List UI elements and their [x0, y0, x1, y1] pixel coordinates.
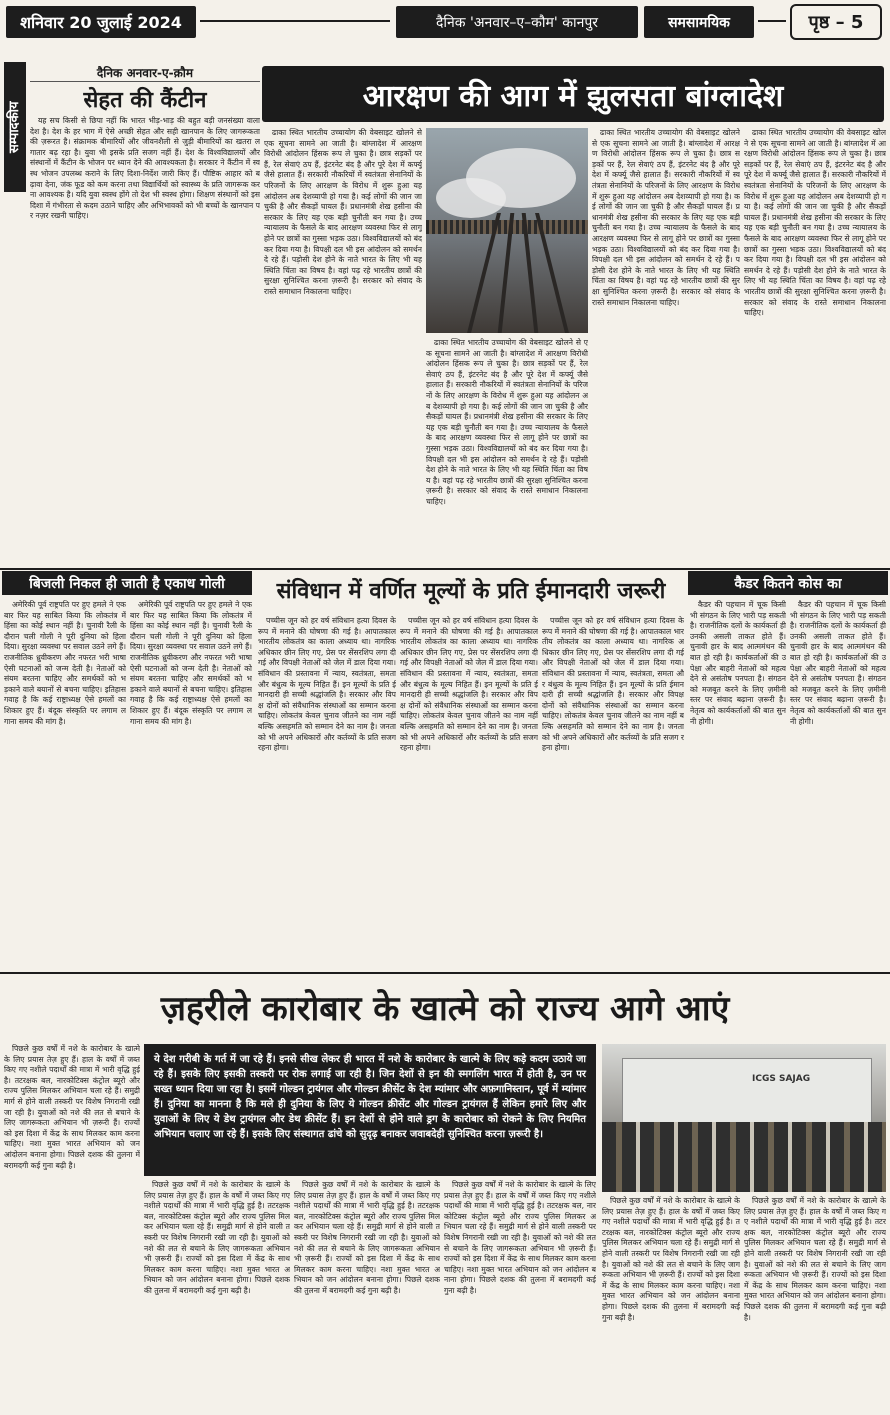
bangladesh-headline: आरक्षण की आग में झुलसता बांग्लादेश — [262, 66, 884, 122]
masthead-rule — [200, 20, 390, 22]
drug-body-col2 — [144, 1180, 290, 1410]
drug-paragraph: पिछले कुछ वर्षों में नशे के कारोबार के खात्मे के लिए प्रयास तेज़ हुए हैं। हाल के वर्षों में जब्त किए गए नशीले पदार्थों की मात्रा में भारी वृद्धि हुई है। तटरक्षक बल, नारकोटिक्स कंट्रोल ब्यूरो और राज्य पुलिस मिलकर अभियान चला रहे हैं। समुद्री मार्ग से होने वाली तस्करी पर विशेष निगरानी रखी जा रही है। युवाओं को नशे की लत से बचाने के लिए जागरूकता अभियान भी ज़रूरी हैं। राज्यों को इस दिशा में केंद्र के साथ मिलकर काम करना चाहिए। नशा मुक्त भारत अभियान को जन आंदोलन बनाना होगा। पिछले दशक की तुलना में बरामदगी कई गुना बढ़ी है। — [602, 1196, 740, 1322]
samvidhan-paragraph: पच्चीस जून को हर वर्ष संविधान हत्या दिवस के रूप में मनाने की घोषणा की गई है। आपातकाल भारतीय लोकतंत्र का काला अध्याय था। नागरिक अधिकार छीन लिए गए, प्रेस पर सेंसरशिप लगा दी गई और विपक्षी नेताओं को जेल में डाल दिया गया। संविधान की प्रस्तावना में न्याय, स्वतंत्रता, समता और बंधुत्व के मूल्य निहित हैं। इन मूल्यों के प्रति ईमानदारी ही सच्ची श्रद्धांजलि है। सरकार और विपक्ष दोनों को संवैधानिक संस्थाओं का सम्मान करना चाहिए। लोकतंत्र केवल चुनाव जीतने का नाम नहीं बल्कि असहमति को सम्मान देने का नाम है। जनता को भी अपने अधिकारों और कर्तव्यों के प्रति सजग रहना होगा। — [400, 616, 538, 753]
bangladesh-paragraph: ढाका स्थित भारतीय उच्चायोग की वेबसाइट खोलने से एक सूचना सामने आ जाती है। बांग्लादेश में आरक्षण विरोधी आंदोलन हिंसक रूप ले चुका है। छात्र सड़कों पर हैं, रेल सेवाएं ठप हैं, इंटरनेट बंद है और पूरे देश में कर्फ्यू जैसे हालात हैं। सरकारी नौकरियों में स्वतंत्रता सेनानियों के परिजनों के लिए आरक्षण के विरोध में शुरू हुआ यह आंदोलन अब देशव्यापी हो गया है। कई लोगों की जान जा चुकी है और सैकड़ों घायल हैं। प्रधानमंत्री शेख हसीना की सरकार के लिए यह एक बड़ी चुनौती बन गया है। उच्च न्यायालय के फैसले के बाद आरक्षण व्यवस्था फिर से लागू होने पर छात्रों का गुस्सा भड़क उठा। विश्वविद्यालयों को बंद कर दिया गया है। विपक्षी दल भी इस आंदोलन को समर्थन दे रहे हैं। पड़ोसी देश होने के नाते भारत के लिए भी यह स्थिति चिंता का विषय है। वहां पढ़ रहे भारतीय छात्रों की सुरक्षा सुनिश्चित करना ज़रूरी है। सरकार को संवाद के रास्ते समाधान निकालना चाहिए। — [744, 128, 886, 318]
masthead-rule — [758, 20, 786, 22]
bijli-paragraph: अमेरिकी पूर्व राष्ट्रपति पर हुए हमले ने एक बार फिर यह साबित किया कि लोकतंत्र में हिंसा का कोई स्थान नहीं है। चुनावी रैली के दौरान चली गोली ने पूरी दुनिया को हिला दिया। सुरक्षा व्यवस्था पर सवाल उठने लगे हैं। राजनीतिक ध्रुवीकरण और नफरत भरी भाषा ऐसी घटनाओं को जन्म देती है। नेताओं को संयम बरतना चाहिए और समर्थकों को भड़काने वाले बयानों से बचना चाहिए। इतिहास गवाह है कि कई राष्ट्राध्यक्ष ऐसे हमलों का शिकार हुए हैं। बंदूक संस्कृति पर लगाम लगाना समय की मांग है। — [4, 600, 126, 726]
cadre-paragraph: कैडर की पहचान में चूक किसी भी संगठन के लिए भारी पड़ सकती है। राजनीतिक दलों के कार्यकर्ता ही उनकी असली ताकत होते हैं। चुनावी हार के बाद आत्ममंथन की बात हो रही है। कार्यकर्ताओं की उपेक्षा और बाहरी नेताओं को महत्व देने से असंतोष पनपता है। संगठन को मजबूत करने के लिए ज़मीनी स्तर पर संवाद बढ़ाना ज़रूरी है। नेतृत्व को कार्यकर्ताओं की बात सुननी होगी। — [690, 600, 786, 726]
bangladesh-protest-photo — [426, 128, 588, 333]
cadre-body-col1 — [690, 600, 786, 966]
editorial-kicker: दैनिक अनवार-ए-क़ौम — [30, 64, 260, 82]
bijli-body-col1 — [4, 600, 126, 966]
drug-body-col6 — [744, 1196, 886, 1410]
paper-name: दैनिक 'अनवार–ए–कौम' कानपुर — [396, 6, 638, 38]
samvidhan-headline: संविधान में वर्णित मूल्यों के प्रति ईमानदारी जरूरी — [276, 579, 666, 604]
editorial-paragraph: यह सच किसी से छिपा नहीं कि भारत भीड़-भाड़ की बहुत बड़ी जनसंख्या वाला देश है। देश के हर भाग में ऐसे अच्छी सेहत और सही खानपान के लिए जागरूकता की ज़रूरत है। संक्रामक बीमारियों और जीवनशैली से जुड़ी बीमारियों का खतरा लगातार बढ़ रहा है। युवा भी इसके प्रति सजग नहीं हैं। देश के विश्वविद्यालयों और संस्थानों में कैंटीन के भोजन पर ध्यान देने की आवश्यकता है। सरकार ने कैंटीन में स्वस्थ भोजन उपलब्ध कराने के लिए दिशा-निर्देश जारी किए हैं। पौष्टिक आहार को बढ़ावा देना, जंक फूड को कम करना तथा विद्यार्थियों को स्वास्थ्य के प्रति जागरूक करना आवश्यक है। यदि युवा स्वस्थ होंगे तो देश भी स्वस्थ होगा। शिक्षण संस्थानों को इस दिशा में गंभीरता से कदम उठाने चाहिए और अभिभावकों को भी बच्चों के खानपान पर नज़र रखनी चाहिए। — [30, 116, 260, 221]
page-number: पृष्ठ – 5 — [790, 4, 882, 40]
bangladesh-body-col3 — [592, 128, 740, 564]
bijli-body-col2 — [130, 600, 252, 966]
cadre-paragraph: कैडर की पहचान में चूक किसी भी संगठन के लिए भारी पड़ सकती है। राजनीतिक दलों के कार्यकर्ता ही उनकी असली ताकत होते हैं। चुनावी हार के बाद आत्ममंथन की बात हो रही है। कार्यकर्ताओं की उपेक्षा और बाहरी नेताओं को महत्व देने से असंतोष पनपता है। संगठन को मजबूत करने के लिए ज़मीनी स्तर पर संवाद बढ़ाना ज़रूरी है। नेतृत्व को कार्यकर्ताओं की बात सुननी होगी। — [790, 600, 886, 726]
bangladesh-body-col1 — [264, 128, 422, 564]
issue-date: शनिवार 20 जुलाई 2024 — [6, 6, 196, 38]
section-divider — [0, 972, 890, 974]
samvidhan-body-col2 — [400, 616, 538, 966]
drug-paragraph: पिछले कुछ वर्षों में नशे के कारोबार के खात्मे के लिए प्रयास तेज़ हुए हैं। हाल के वर्षों में जब्त किए गए नशीले पदार्थों की मात्रा में भारी वृद्धि हुई है। तटरक्षक बल, नारकोटिक्स कंट्रोल ब्यूरो और राज्य पुलिस मिलकर अभियान चला रहे हैं। समुद्री मार्ग से होने वाली तस्करी पर विशेष निगरानी रखी जा रही है। युवाओं को नशे की लत से बचाने के लिए जागरूकता अभियान भी ज़रूरी हैं। राज्यों को इस दिशा में केंद्र के साथ मिलकर काम करना चाहिए। नशा मुक्त भारत अभियान को जन आंदोलन बनाना होगा। पिछले दशक की तुलना में बरामदगी कई गुना बढ़ी है। — [4, 1044, 140, 1170]
bangladesh-paragraph: ढाका स्थित भारतीय उच्चायोग की वेबसाइट खोलने से एक सूचना सामने आ जाती है। बांग्लादेश में आरक्षण विरोधी आंदोलन हिंसक रूप ले चुका है। छात्र सड़कों पर हैं, रेल सेवाएं ठप हैं, इंटरनेट बंद है और पूरे देश में कर्फ्यू जैसे हालात हैं। सरकारी नौकरियों में स्वतंत्रता सेनानियों के परिजनों के लिए आरक्षण के विरोध में शुरू हुआ यह आंदोलन अब देशव्यापी हो गया है। कई लोगों की जान जा चुकी है और सैकड़ों घायल हैं। प्रधानमंत्री शेख हसीना की सरकार के लिए यह एक बड़ी चुनौती बन गया है। उच्च न्यायालय के फैसले के बाद आरक्षण व्यवस्था फिर से लागू होने पर छात्रों का गुस्सा भड़क उठा। विश्वविद्यालयों को बंद कर दिया गया है। विपक्षी दल भी इस आंदोलन को समर्थन दे रहे हैं। पड़ोसी देश होने के नाते भारत के लिए भी यह स्थिति चिंता का विषय है। वहां पढ़ रहे भारतीय छात्रों की सुरक्षा सुनिश्चित करना ज़रूरी है। सरकार को संवाद के रास्ते समाधान निकालना चाहिए। — [426, 338, 588, 506]
editorial-body — [30, 116, 260, 564]
drug-body-col5 — [602, 1196, 740, 1410]
drug-body-col4 — [444, 1180, 596, 1410]
drug-headline: ज़हरीले कारोबार के खात्मे को राज्य आगे आएं — [160, 989, 730, 1029]
drug-paragraph: पिछले कुछ वर्षों में नशे के कारोबार के खात्मे के लिए प्रयास तेज़ हुए हैं। हाल के वर्षों में जब्त किए गए नशीले पदार्थों की मात्रा में भारी वृद्धि हुई है। तटरक्षक बल, नारकोटिक्स कंट्रोल ब्यूरो और राज्य पुलिस मिलकर अभियान चला रहे हैं। समुद्री मार्ग से होने वाली तस्करी पर विशेष निगरानी रखी जा रही है। युवाओं को नशे की लत से बचाने के लिए जागरूकता अभियान भी ज़रूरी हैं। राज्यों को इस दिशा में केंद्र के साथ मिलकर काम करना चाहिए। नशा मुक्त भारत अभियान को जन आंदोलन बनाना होगा। पिछले दशक की तुलना में बरामदगी कई गुना बढ़ी है। — [444, 1180, 596, 1295]
samvidhan-body-col3 — [542, 616, 684, 966]
bangladesh-paragraph: ढाका स्थित भारतीय उच्चायोग की वेबसाइट खोलने से एक सूचना सामने आ जाती है। बांग्लादेश में आरक्षण विरोधी आंदोलन हिंसक रूप ले चुका है। छात्र सड़कों पर हैं, रेल सेवाएं ठप हैं, इंटरनेट बंद है और पूरे देश में कर्फ्यू जैसे हालात हैं। सरकारी नौकरियों में स्वतंत्रता सेनानियों के परिजनों के लिए आरक्षण के विरोध में शुरू हुआ यह आंदोलन अब देशव्यापी हो गया है। कई लोगों की जान जा चुकी है और सैकड़ों घायल हैं। प्रधानमंत्री शेख हसीना की सरकार के लिए यह एक बड़ी चुनौती बन गया है। उच्च न्यायालय के फैसले के बाद आरक्षण व्यवस्था फिर से लागू होने पर छात्रों का गुस्सा भड़क उठा। विश्वविद्यालयों को बंद कर दिया गया है। विपक्षी दल भी इस आंदोलन को समर्थन दे रहे हैं। पड़ोसी देश होने के नाते भारत के लिए भी यह स्थिति चिंता का विषय है। वहां पढ़ रहे भारतीय छात्रों की सुरक्षा सुनिश्चित करना ज़रूरी है। सरकार को संवाद के रास्ते समाधान निकालना चाहिए। — [592, 128, 740, 307]
bangladesh-paragraph: ढाका स्थित भारतीय उच्चायोग की वेबसाइट खोलने से एक सूचना सामने आ जाती है। बांग्लादेश में आरक्षण विरोधी आंदोलन हिंसक रूप ले चुका है। छात्र सड़कों पर हैं, रेल सेवाएं ठप हैं, इंटरनेट बंद है और पूरे देश में कर्फ्यू जैसे हालात हैं। सरकारी नौकरियों में स्वतंत्रता सेनानियों के परिजनों के लिए आरक्षण के विरोध में शुरू हुआ यह आंदोलन अब देशव्यापी हो गया है। कई लोगों की जान जा चुकी है और सैकड़ों घायल हैं। प्रधानमंत्री शेख हसीना की सरकार के लिए यह एक बड़ी चुनौती बन गया है। उच्च न्यायालय के फैसले के बाद आरक्षण व्यवस्था फिर से लागू होने पर छात्रों का गुस्सा भड़क उठा। विश्वविद्यालयों को बंद कर दिया गया है। विपक्षी दल भी इस आंदोलन को समर्थन दे रहे हैं। पड़ोसी देश होने के नाते भारत के लिए भी यह स्थिति चिंता का विषय है। वहां पढ़ रहे भारतीय छात्रों की सुरक्षा सुनिश्चित करना ज़रूरी है। सरकार को संवाद के रास्ते समाधान निकालना चाहिए। — [264, 128, 422, 296]
drug-paragraph: पिछले कुछ वर्षों में नशे के कारोबार के खात्मे के लिए प्रयास तेज़ हुए हैं। हाल के वर्षों में जब्त किए गए नशीले पदार्थों की मात्रा में भारी वृद्धि हुई है। तटरक्षक बल, नारकोटिक्स कंट्रोल ब्यूरो और राज्य पुलिस मिलकर अभियान चला रहे हैं। समुद्री मार्ग से होने वाली तस्करी पर विशेष निगरानी रखी जा रही है। युवाओं को नशे की लत से बचाने के लिए जागरूकता अभियान भी ज़रूरी हैं। राज्यों को इस दिशा में केंद्र के साथ मिलकर काम करना चाहिए। नशा मुक्त भारत अभियान को जन आंदोलन बनाना होगा। पिछले दशक की तुलना में बरामदगी कई गुना बढ़ी है। — [144, 1180, 290, 1295]
section-name: समसामयिक — [644, 6, 754, 38]
bangladesh-body-col2 — [426, 338, 588, 564]
coast-guard-photo — [602, 1044, 886, 1192]
drug-body-col3 — [294, 1180, 440, 1410]
bangladesh-body-col4 — [744, 128, 886, 564]
drug-highlight-box: ये देश गरीबी के गर्त में जा रहे हैं। इनसे सीख लेकर ही भारत में नशे के कारोबार के खात्मे के लिए कड़े कदम उठाये जा रहे हैं। इसके लिए इसकी तस्करी पर रोक लगाई जा रही है। जिन देशों से इन की स्मगलिंग भारत में होती है, उन पर सख्त ध्यान दिया जा रहा है। इसमें गोल्डन ट्रायंगल और गोल्डन क्रीसेंट के देश म्यांमार और अफ़गानिस्तान, पूर्व में म्यांमार हैं। दुनिया का मानना है कि मले ही दुनिया के लिए ये गोल्डन क्रीसेंट और गोल्डन ट्रायंगल हैं लेकिन हमारे लिए और युवाओं के लिए ये डेथ ट्रायंगल और डेथ क्रीसेंट हैं। इन देशों से होने वाले ड्रग के कारोबार को रोकने के लिए नियमित अभियान चलाए जा रहे हैं। इसके लिए संस्थागत ढांचे को सुदृढ़ बनाकर जवाबदेही सुनिश्चित करना ज़रूरी है। — [144, 1044, 596, 1176]
bijli-paragraph: अमेरिकी पूर्व राष्ट्रपति पर हुए हमले ने एक बार फिर यह साबित किया कि लोकतंत्र में हिंसा का कोई स्थान नहीं है। चुनावी रैली के दौरान चली गोली ने पूरी दुनिया को हिला दिया। सुरक्षा व्यवस्था पर सवाल उठने लगे हैं। राजनीतिक ध्रुवीकरण और नफरत भरी भाषा ऐसी घटनाओं को जन्म देती है। नेताओं को संयम बरतना चाहिए और समर्थकों को भड़काने वाले बयानों से बचना चाहिए। इतिहास गवाह है कि कई राष्ट्राध्यक्ष ऐसे हमलों का शिकार हुए हैं। बंदूक संस्कृति पर लगाम लगाना समय की मांग है। — [130, 600, 252, 726]
drug-paragraph: पिछले कुछ वर्षों में नशे के कारोबार के खात्मे के लिए प्रयास तेज़ हुए हैं। हाल के वर्षों में जब्त किए गए नशीले पदार्थों की मात्रा में भारी वृद्धि हुई है। तटरक्षक बल, नारकोटिक्स कंट्रोल ब्यूरो और राज्य पुलिस मिलकर अभियान चला रहे हैं। समुद्री मार्ग से होने वाली तस्करी पर विशेष निगरानी रखी जा रही है। युवाओं को नशे की लत से बचाने के लिए जागरूकता अभियान भी ज़रूरी हैं। राज्यों को इस दिशा में केंद्र के साथ मिलकर काम करना चाहिए। नशा मुक्त भारत अभियान को जन आंदोलन बनाना होगा। पिछले दशक की तुलना में बरामदगी कई गुना बढ़ी है। — [744, 1196, 886, 1322]
ship-name-text: ICGS SAJAG — [752, 1074, 811, 1084]
drug-body-col1 — [4, 1044, 140, 1410]
samvidhan-paragraph: पच्चीस जून को हर वर्ष संविधान हत्या दिवस के रूप में मनाने की घोषणा की गई है। आपातकाल भारतीय लोकतंत्र का काला अध्याय था। नागरिक अधिकार छीन लिए गए, प्रेस पर सेंसरशिप लगा दी गई और विपक्षी नेताओं को जेल में डाल दिया गया। संविधान की प्रस्तावना में न्याय, स्वतंत्रता, समता और बंधुत्व के मूल्य निहित हैं। इन मूल्यों के प्रति ईमानदारी ही सच्ची श्रद्धांजलि है। सरकार और विपक्ष दोनों को संवैधानिक संस्थाओं का सम्मान करना चाहिए। लोकतंत्र केवल चुनाव जीतने का नाम नहीं बल्कि असहमति को सम्मान देने का नाम है। जनता को भी अपने अधिकारों और कर्तव्यों के प्रति सजग रहना होगा। — [542, 616, 684, 753]
cadre-headline: कैडर कितने कोस का — [688, 571, 888, 595]
cadre-body-col2 — [790, 600, 886, 966]
editorial-title: सेहत की कैंटीन — [83, 88, 207, 113]
bijli-headline: बिजली निकल ही जाती है एकाध गोली — [2, 571, 252, 595]
samvidhan-body-col1 — [258, 616, 396, 966]
samvidhan-paragraph: पच्चीस जून को हर वर्ष संविधान हत्या दिवस के रूप में मनाने की घोषणा की गई है। आपातकाल भारतीय लोकतंत्र का काला अध्याय था। नागरिक अधिकार छीन लिए गए, प्रेस पर सेंसरशिप लगा दी गई और विपक्षी नेताओं को जेल में डाल दिया गया। संविधान की प्रस्तावना में न्याय, स्वतंत्रता, समता और बंधुत्व के मूल्य निहित हैं। इन मूल्यों के प्रति ईमानदारी ही सच्ची श्रद्धांजलि है। सरकार और विपक्ष दोनों को संवैधानिक संस्थाओं का सम्मान करना चाहिए। लोकतंत्र केवल चुनाव जीतने का नाम नहीं बल्कि असहमति को सम्मान देने का नाम है। जनता को भी अपने अधिकारों और कर्तव्यों के प्रति सजग रहना होगा। — [258, 616, 396, 753]
masthead — [0, 0, 890, 44]
drug-paragraph: पिछले कुछ वर्षों में नशे के कारोबार के खात्मे के लिए प्रयास तेज़ हुए हैं। हाल के वर्षों में जब्त किए गए नशीले पदार्थों की मात्रा में भारी वृद्धि हुई है। तटरक्षक बल, नारकोटिक्स कंट्रोल ब्यूरो और राज्य पुलिस मिलकर अभियान चला रहे हैं। समुद्री मार्ग से होने वाली तस्करी पर विशेष निगरानी रखी जा रही है। युवाओं को नशे की लत से बचाने के लिए जागरूकता अभियान भी ज़रूरी हैं। राज्यों को इस दिशा में केंद्र के साथ मिलकर काम करना चाहिए। नशा मुक्त भारत अभियान को जन आंदोलन बनाना होगा। पिछले दशक की तुलना में बरामदगी कई गुना बढ़ी है। — [294, 1180, 440, 1295]
editorial-side-label: सम्पादकीय — [4, 62, 26, 192]
section-divider — [0, 568, 890, 570]
